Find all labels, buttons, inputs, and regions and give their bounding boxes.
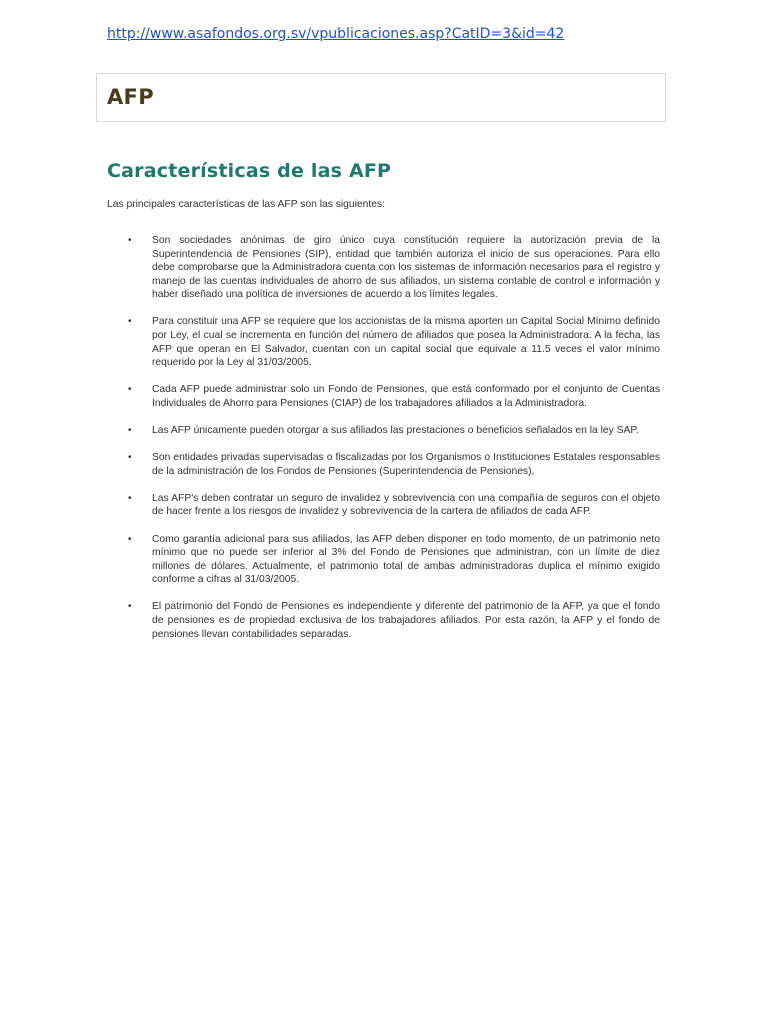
list-item [107,315,660,369]
section-title: Características de las AFP [107,160,392,182]
header-title: AFP [107,85,154,109]
list-item [107,533,660,587]
list-item-text: Para constituir una AFP se requiere que los accionistas de la misma aporten un Capital Social Mínimo definido por Ley, el cual se incrementa en función del número de afiliados que posea la Administradora. A la fecha, las AFP que operan en El Salvador, cuentan con un capital social que equivale a 11.5 veces el valor mínimo requerido por la Ley al 31/03/2005. [152,316,660,369]
list-item [107,600,660,641]
bullet-icon: • [128,601,132,613]
bullet-icon: • [128,492,132,504]
list-item-text: Cada AFP puede administrar solo un Fondo de Pensiones, que está conformado por el conjunto de Cuentas Individuales de Ahorro para Pensiones (CIAP) de los trabajadores afiliados a la Administradora. [152,384,660,409]
list-item [107,234,660,302]
header-title-box [96,73,666,122]
bullet-icon: • [128,452,132,464]
list-item [107,424,660,438]
bullet-icon: • [128,533,132,545]
bullet-icon: • [128,316,132,328]
bullet-icon: • [128,425,132,437]
list-item-text: El patrimonio del Fondo de Pensiones es independiente y diferente del patrimonio de la AFP, ya que el fondo de pensiones es de propiedad exclusiva de los trabajadores afiliados. Por esta razón, la AFP y el fondo de pensiones llevan contabilidades separadas. [152,601,660,640]
bullet-icon: • [128,235,132,246]
list-item-text: Son sociedades anónimas de giro único cuya constitución requiere la autorización previa de la Superintendencia de Pensiones (SIP), entidad que también autoriza el inicio de sus operaciones. Para ello debe comprobarse que la Administradora cuenta con los sistemas de información necesarios para el registro y manejo de las cuentas individuales de ahorro de sus afiliados, un sistema contable de control e información y haber diseñado una política de inversiones de acuerdo a los límites legales. [152,235,660,301]
features-list [107,234,660,655]
source-url-link[interactable]: http://www.asafondos.org.sv/vpublicaciones.asp?CatID=3&id=42 [107,26,565,42]
list-item [107,383,660,410]
list-item-text: Son entidades privadas supervisadas o fiscalizadas por los Organismos o Instituciones Estatales responsables de la administración de los Fondos de Pensiones (Superintendencia de Pensiones), [152,452,660,477]
list-item [107,451,660,478]
list-item [107,492,660,519]
list-item-text: Las AFP's deben contratar un seguro de invalidez y sobrevivencia con una compañía de seguros con el objeto de hacer frente a los riesgos de invalidez y sobrevivencia de la cartera de afiliados de cada AFP. [152,492,660,518]
intro-text: Las principales características de las AFP son las siguientes: [107,199,385,210]
list-item-text: Las AFP únicamente pueden otorgar a sus afiliados las prestaciones o beneficios señalados en la ley SAP. [152,425,639,437]
bullet-icon: • [128,384,132,396]
list-item-text: Como garantía adicional para sus afiliados, las AFP deben disponer en todo momento, de un patrimonio neto mínimo que no puede ser inferior al 3% del Fondo de Pensiones que administran, con un límite de diez millones de dólares. Actualmente, el patrimonio total de ambas administradoras duplica el mínimo exigido conforme a cifras al 31/03/2005. [152,533,660,586]
